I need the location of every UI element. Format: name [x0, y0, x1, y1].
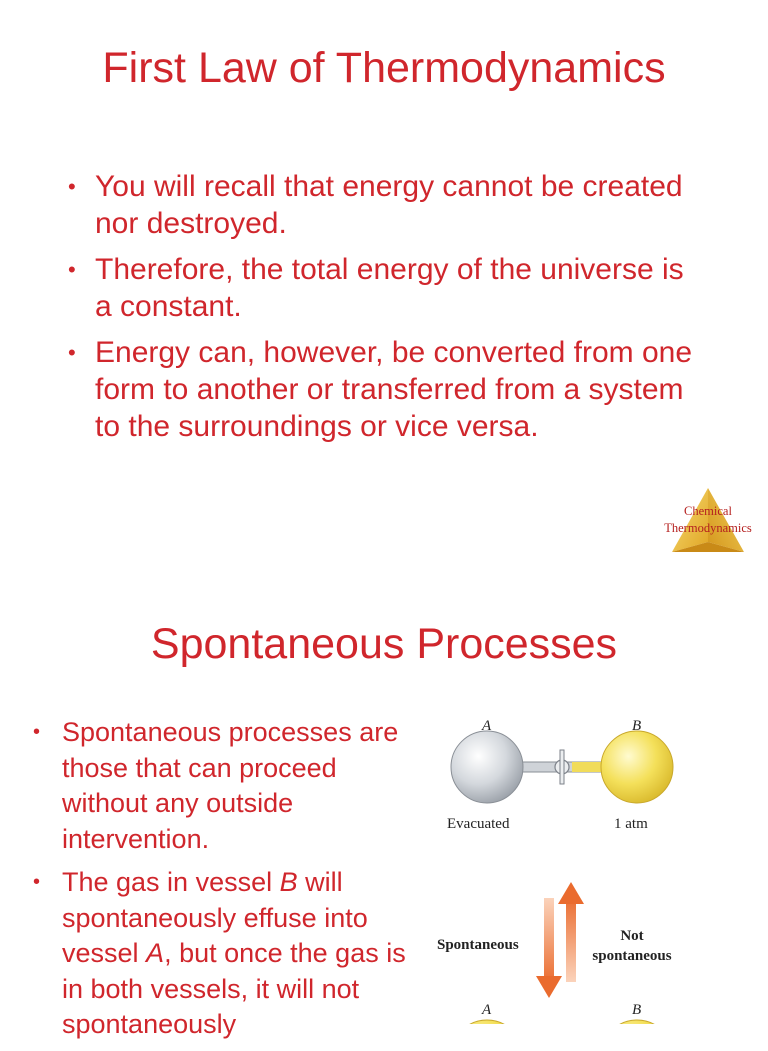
logo-text-line1: Chemical	[684, 504, 732, 518]
bullet-icon: •	[68, 174, 76, 199]
bullet-icon: •	[68, 257, 76, 282]
not-spontaneous-arrow-icon	[558, 882, 584, 982]
label-vessel-a: A	[482, 718, 492, 734]
bullet-text: Therefore, the total energy of the universe is a constant.	[95, 253, 684, 323]
bullet-text: Energy can, however, be converted from one form to another or transferred from a system to the surroundings or vice versa.	[95, 336, 693, 443]
vessel-b-bottom	[601, 1020, 673, 1024]
caption-evacuated: Evacuated	[447, 816, 510, 832]
label-spontaneous-2: spontaneous	[592, 948, 672, 964]
label-vessel-a-bottom: A	[482, 1002, 492, 1018]
label-vessel-b: B	[632, 718, 642, 734]
effusion-figure	[432, 716, 688, 1024]
emphasis-b: B	[279, 867, 298, 897]
bullet-list	[33, 715, 413, 1051]
text-run: , but once the gas is in both vessels, it will not spontaneously	[62, 938, 406, 1039]
bullet-icon: •	[68, 340, 76, 365]
chemical-thermodynamics-logo	[648, 462, 768, 574]
bullet-text	[62, 865, 413, 1043]
text-run: The gas in vessel	[62, 867, 280, 897]
text-run: will spontaneously effuse into vessel	[62, 867, 368, 968]
vessel-b-gas	[601, 731, 673, 803]
slide-title: Spontaneous Processes	[150, 620, 618, 668]
vessels-diagram	[432, 716, 688, 1024]
list-item	[33, 715, 413, 857]
list-item	[68, 168, 708, 242]
label-spontaneous: Spontaneous	[437, 937, 519, 953]
bullet-list	[68, 168, 708, 454]
spontaneous-arrow-icon	[536, 898, 562, 998]
list-item	[33, 865, 413, 1043]
label-not: Not	[620, 928, 644, 944]
list-item	[68, 334, 708, 445]
label-not-spontaneous	[582, 926, 682, 966]
bullet-text: Spontaneous processes are those that can proceed without any outside intervention.	[62, 717, 399, 854]
slide-title: First Law of Thermodynamics	[102, 44, 666, 92]
bullet-text: You will recall that energy cannot be created nor destroyed.	[95, 170, 683, 240]
slide-spontaneous-processes	[0, 580, 768, 1039]
vessel-a-bottom	[451, 1020, 523, 1024]
bullet-icon: •	[33, 871, 41, 893]
caption-1-atm: 1 atm	[614, 816, 648, 832]
logo-text-line2: Thermodynamics	[664, 521, 752, 535]
label-vessel-b-bottom: B	[632, 1002, 642, 1018]
bullet-icon: •	[33, 721, 41, 743]
list-item	[68, 251, 708, 325]
emphasis-a: A	[146, 938, 165, 968]
vessel-a-evacuated	[451, 731, 523, 803]
